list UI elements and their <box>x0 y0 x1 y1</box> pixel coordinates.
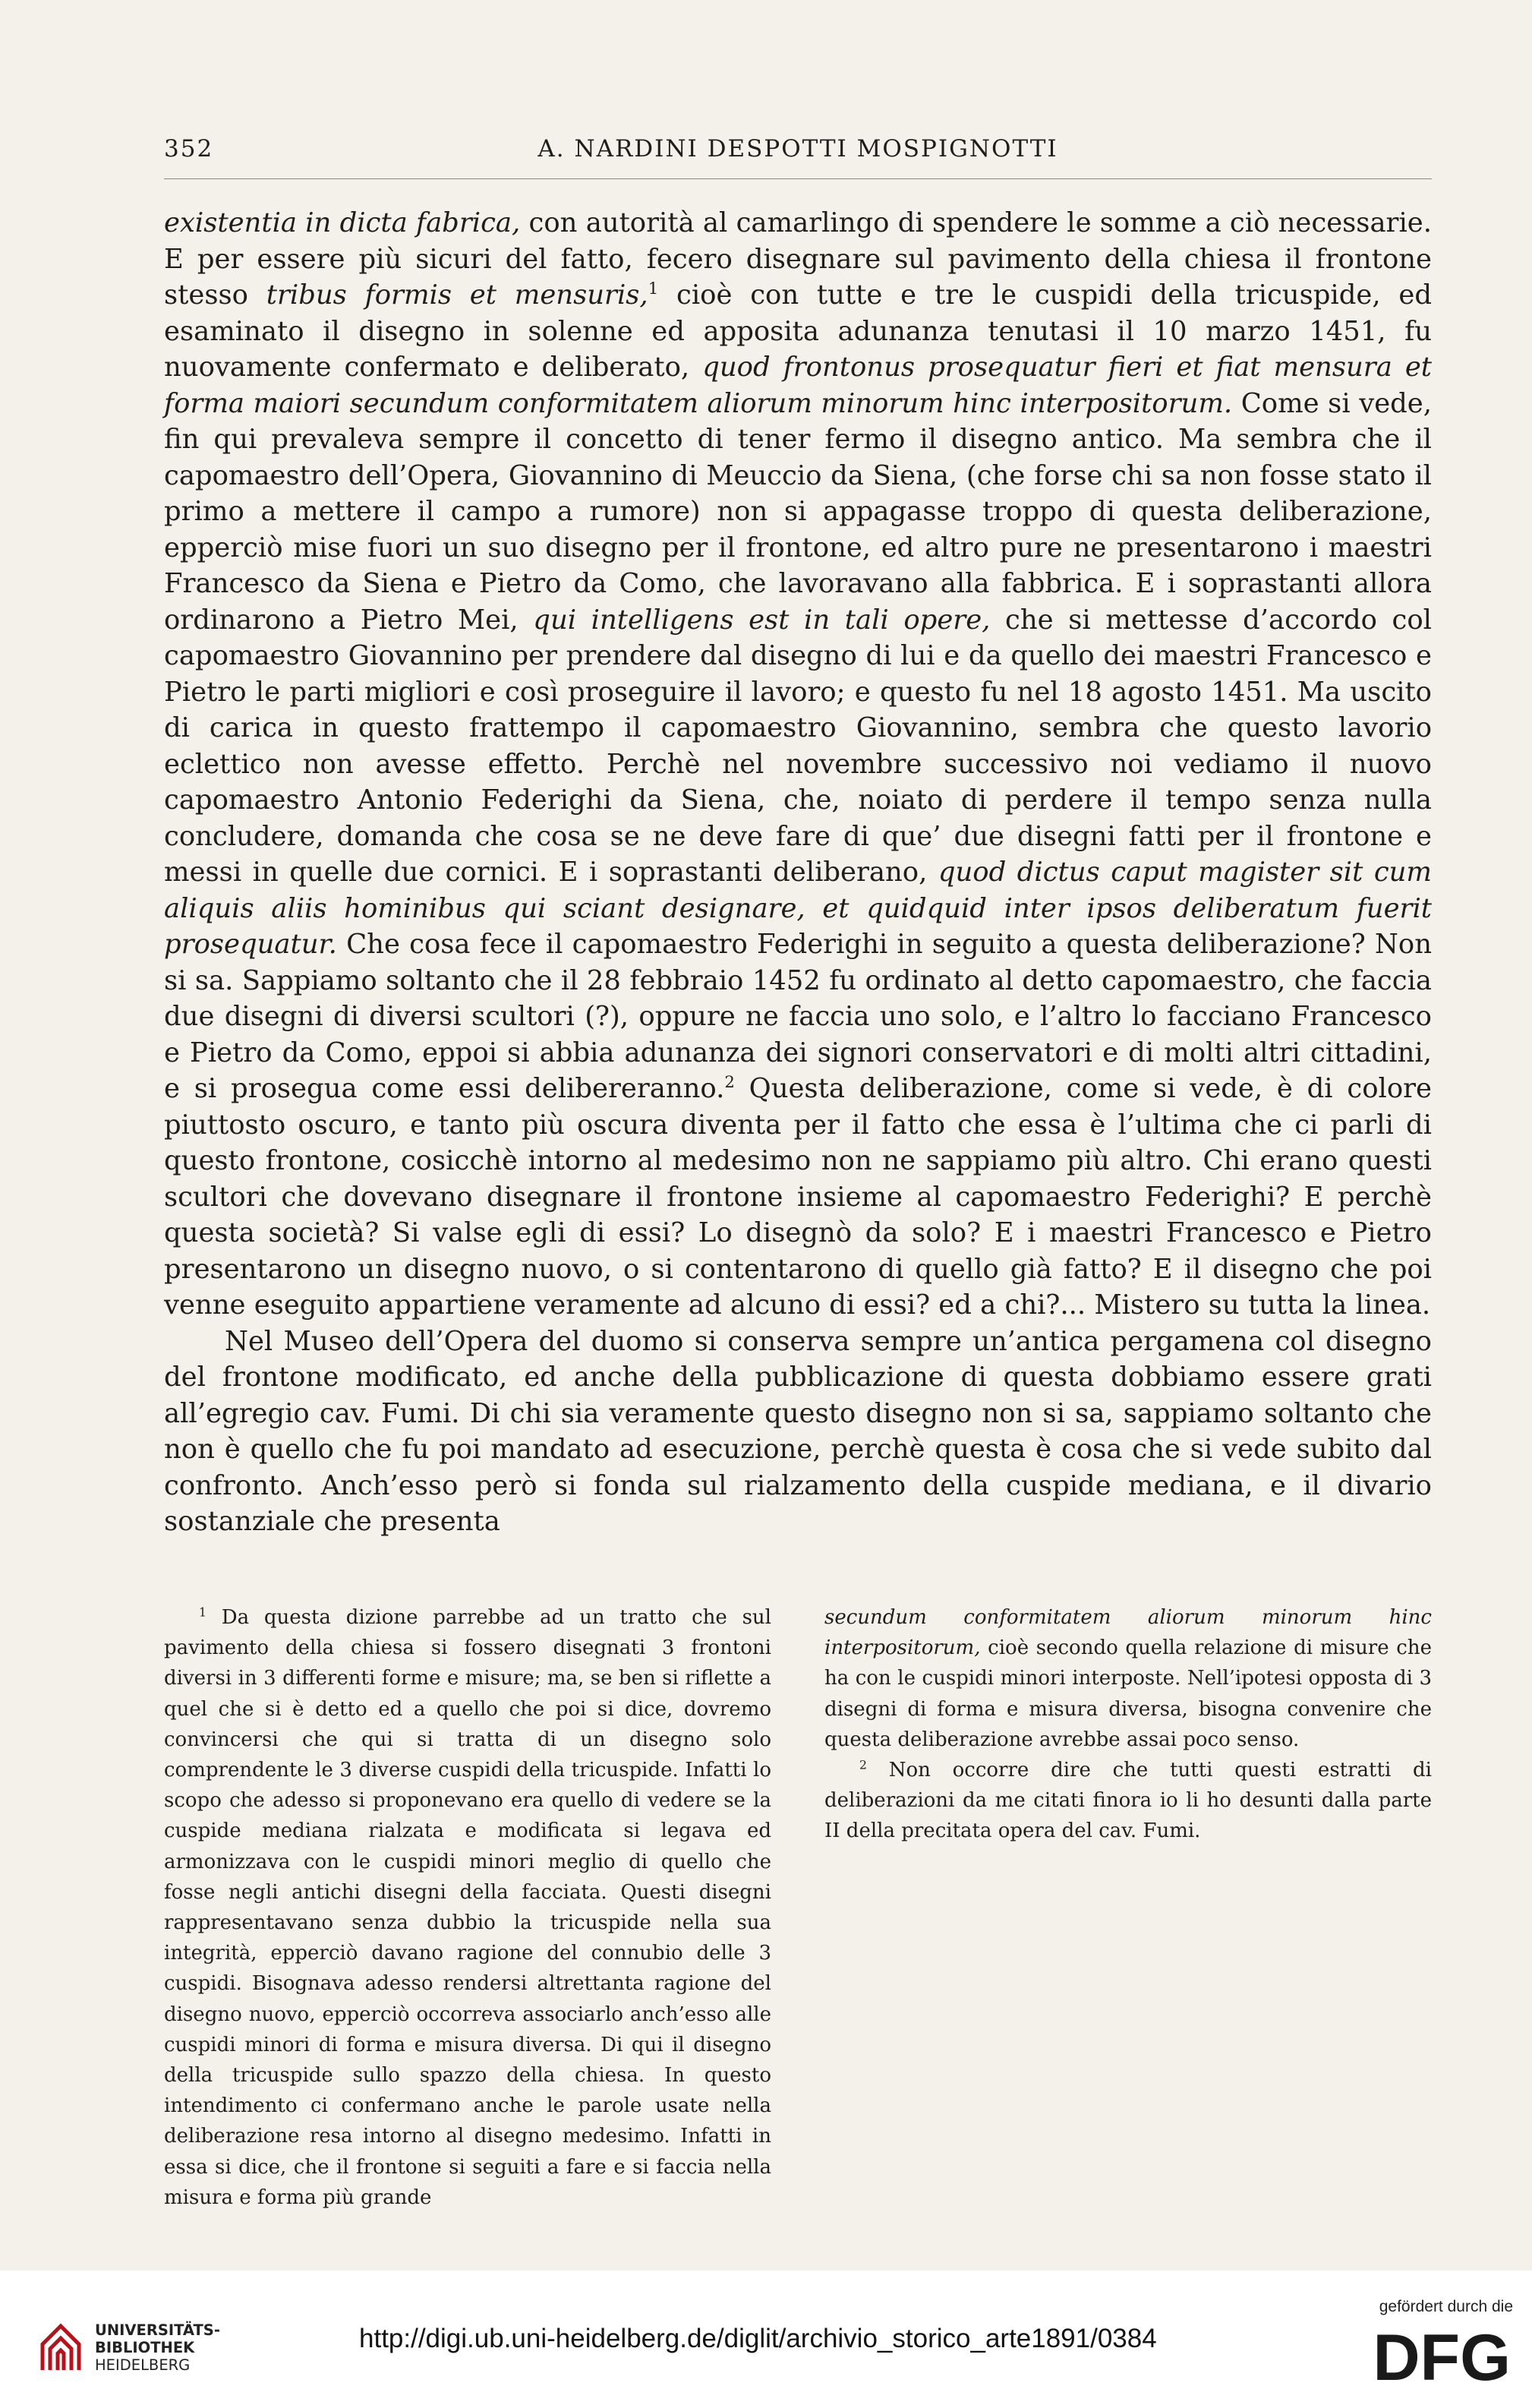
footnote-1-continued <box>824 1602 1432 1755</box>
dfg-logo-icon[interactable] <box>1359 2325 1515 2386</box>
latin-quote: tribus formis et mensuris, <box>266 279 648 311</box>
running-head: A. NARDINI DESPOTTI MOSPIGNOTTI <box>537 135 1058 163</box>
library-name-line-3: HEIDELBERG <box>95 2356 191 2374</box>
text-run: Che cosa fece il capomaestro Federighi in seguito a questa deliberazione? Non si sa. Sappiamo soltanto che il 28 febbraio 1452 fu ordinato al detto capomaestro, che faccia due disegni di diversi scultori (?), oppure ne faccia uno solo, e l’altro lo facciano Francesco e Pietro da Como, eppoi si abbia adunanza dei signori conservatori e di molti altri cittadini, e si prosegua come essi delibereranno. <box>164 929 1432 1104</box>
footnote-1-text: Da questa dizione parrebbe ad un tratto che sul pavimento della chiesa si fossero disegnati 3 frontoni diversi in 3 differenti forme e misure; ma, se ben si riflette a quel che si è detto ed a quello che poi si dice, dovremo convincersi che qui si tratta di un disegno solo comprendente le 3 diverse cuspidi della tricuspide. Infatti lo scopo che adesso si proponevano era quello di vedere se la cuspide mediana rialzata e modificata si legava ed armonizzava con le cuspidi minori meglio di quello che fosse negli antichi disegni della facciata. Questi disegni rappresentavano senza dubbio la tricuspide nella sua integrità, epperciò davano ragione del connubio delle 3 cuspidi. Bisognava adesso rendersi altrettanta ragione del disegno nuovo, epperciò occorreva associarlo anch’esso alle cuspidi minori di forma e misura diversa. Di qui il disegno della tricuspide sullo spazzo della chiesa. In questo intendimento ci confermano anche le parole usate nella deliberazione resa intorno al disegno medesimo. Infatti in essa si dice, che il frontone si seguiti a fare e si faccia nella misura e forma più grande <box>164 1606 771 2209</box>
latin-quote: qui intelligens est in tali opere, <box>533 604 991 636</box>
library-logo[interactable] <box>38 2321 220 2375</box>
source-url-link[interactable]: http://digi.ub.uni-heidelberg.de/diglit/archivio_storico_arte1891/0384 <box>359 2324 1157 2353</box>
footnotes-column-right <box>824 1602 1432 2213</box>
dfg-logo-text: DFG <box>1373 2325 1511 2386</box>
text-run: Questa deliberazione, come si vede, è di colore piuttosto oscuro, e tanto più oscura diventa per il fatto che essa è l’ultima che ci parli di questo frontone, cosicchè intorno al medesimo non ne sappiamo più altro. Chi erano questi scultori che dovevano disegnare il frontone insieme al capomaestro Federighi? E perchè questa società? Si valse egli di essi? Lo disegnò da solo? E i maestri Francesco e Pietro presentarono un disegno nuovo, o si contentarono di quello già fatto? E il disegno che poi venne eseguito appartiene veramente ad alcuno di essi? ed a chi?... Mistero su tutta la linea. <box>164 1073 1432 1321</box>
latin-quote: secundum conformitatem aliorum minorum hinc interpositorum, <box>824 1606 1432 1660</box>
header-rule <box>164 178 1432 179</box>
footnotes <box>164 1602 1432 2213</box>
text-run: con autorità al camarlingo di spendere le somme a ciò necessarie. E per essere più sicuri del fatto, fecero disegnare sul pavimento della chiesa il frontone stesso <box>164 207 1432 311</box>
paragraph-1 <box>164 205 1432 1324</box>
library-name-line-1: UNIVERSITÄTS- <box>95 2321 220 2339</box>
library-name <box>95 2321 220 2374</box>
page-header <box>164 135 1432 173</box>
sponsor-label: gefördert durch die <box>1379 2298 1513 2315</box>
library-emblem-icon <box>38 2321 85 2375</box>
paragraph-2: Nel Museo dell’Opera del duomo si conserva sempre un’antica pergamena col disegno del frontone modificato, ed anche della pubblicazione di questa dobbiamo essere grati all’egregio cav. Fumi. Di chi sia veramente questo disegno non si sa, sappiamo soltanto che non è quello che fu poi mandato ad esecuzione, perchè questa è cosa che si vede subito dal confronto. Anch’esso però si fonda sul rialzamento della cuspide mediana, e il divario sostanziale che presenta <box>164 1325 1432 1537</box>
page-number: 352 <box>164 135 214 163</box>
footnote-2-marker: 2 <box>859 1758 867 1772</box>
footnote-1-marker: 1 <box>199 1605 206 1620</box>
footnotes-column-left <box>164 1602 771 2213</box>
latin-quote: quod dictus caput magister sit cum aliquis aliis hominibus qui sciant designare, et quidquid inter ipsos deliberatum fuerit prosequatur. <box>164 857 1432 960</box>
text-run: che si mettesse d’accordo col capomaestro Giovannino per prendere dal disegno di lui e da quello dei maestri Francesco e Pietro le parti migliori e così proseguire il lavoro; e questo fu nel 18 agosto 1451. Ma uscito di carica in questo frattempo il capomaestro Giovannino, sembra che questo lavorio eclettico non avesse effetto. Perchè nel novembre successivo noi vediamo il nuovo capomaestro Antonio Federighi da Siena, che, noiato di perdere il tempo senza nulla concludere, domanda che cosa se ne deve fare di que’ due disegni fatti per il frontone e messi in quelle due cornici. E i soprastanti deliberano, <box>164 604 1432 888</box>
latin-quote: quod frontonus prosequatur fieri et fiat mensura et forma maiori secundum conformitatem aliorum minorum hinc interpositorum. <box>164 352 1432 419</box>
footnote-ref-2[interactable]: 2 <box>724 1073 735 1093</box>
text-run: cioè con tutte e tre le cuspidi della tricuspide, ed esaminato il disegno in solenne ed apposita adunanza tenutasi il 10 marzo 1451, fu nuovamente confermato e deliberato, <box>164 279 1432 383</box>
main-text <box>164 205 1432 1540</box>
library-name-line-2: BIBLIOTHEK <box>95 2339 195 2356</box>
footnote-ref-1[interactable]: 1 <box>648 279 659 299</box>
footnote-2-text: Non occorre dire che tutti questi estratti di deliberazioni da me citati finora io li ho desunti dalla parte II della precitata opera del cav. Fumi. <box>824 1759 1432 1843</box>
latin-quote: existentia in dicta fabrica, <box>164 207 521 238</box>
footnote-1-text-end: cioè secondo quella relazione di misure che ha con le cuspidi minori interposte. Nell’ipotesi opposta di 3 disegni di forma e misura diversa, bisogna convenire che questa deliberazione avrebbe assai poco senso. <box>824 1636 1432 1751</box>
footnote-2 <box>824 1755 1432 1847</box>
footnote-1 <box>164 1602 771 2213</box>
text-run: Come si vede, fin qui prevaleva sempre il concetto di tener fermo il disegno antico. Ma sembra che il capomaestro dell’Opera, Giovannino di Meuccio da Siena, (che forse chi sa non fosse stato il primo a mettere il campo a rumore) non si appagasse troppo di questa deliberazione, epperciò mise fuori un suo disegno per il frontone, ed altro pure ne presentarono i maestri Francesco da Siena e Pietro da Como, che lavoravano alla fabbrica. E i soprastanti allora ordinarono a Pietro Mei, <box>164 387 1432 636</box>
